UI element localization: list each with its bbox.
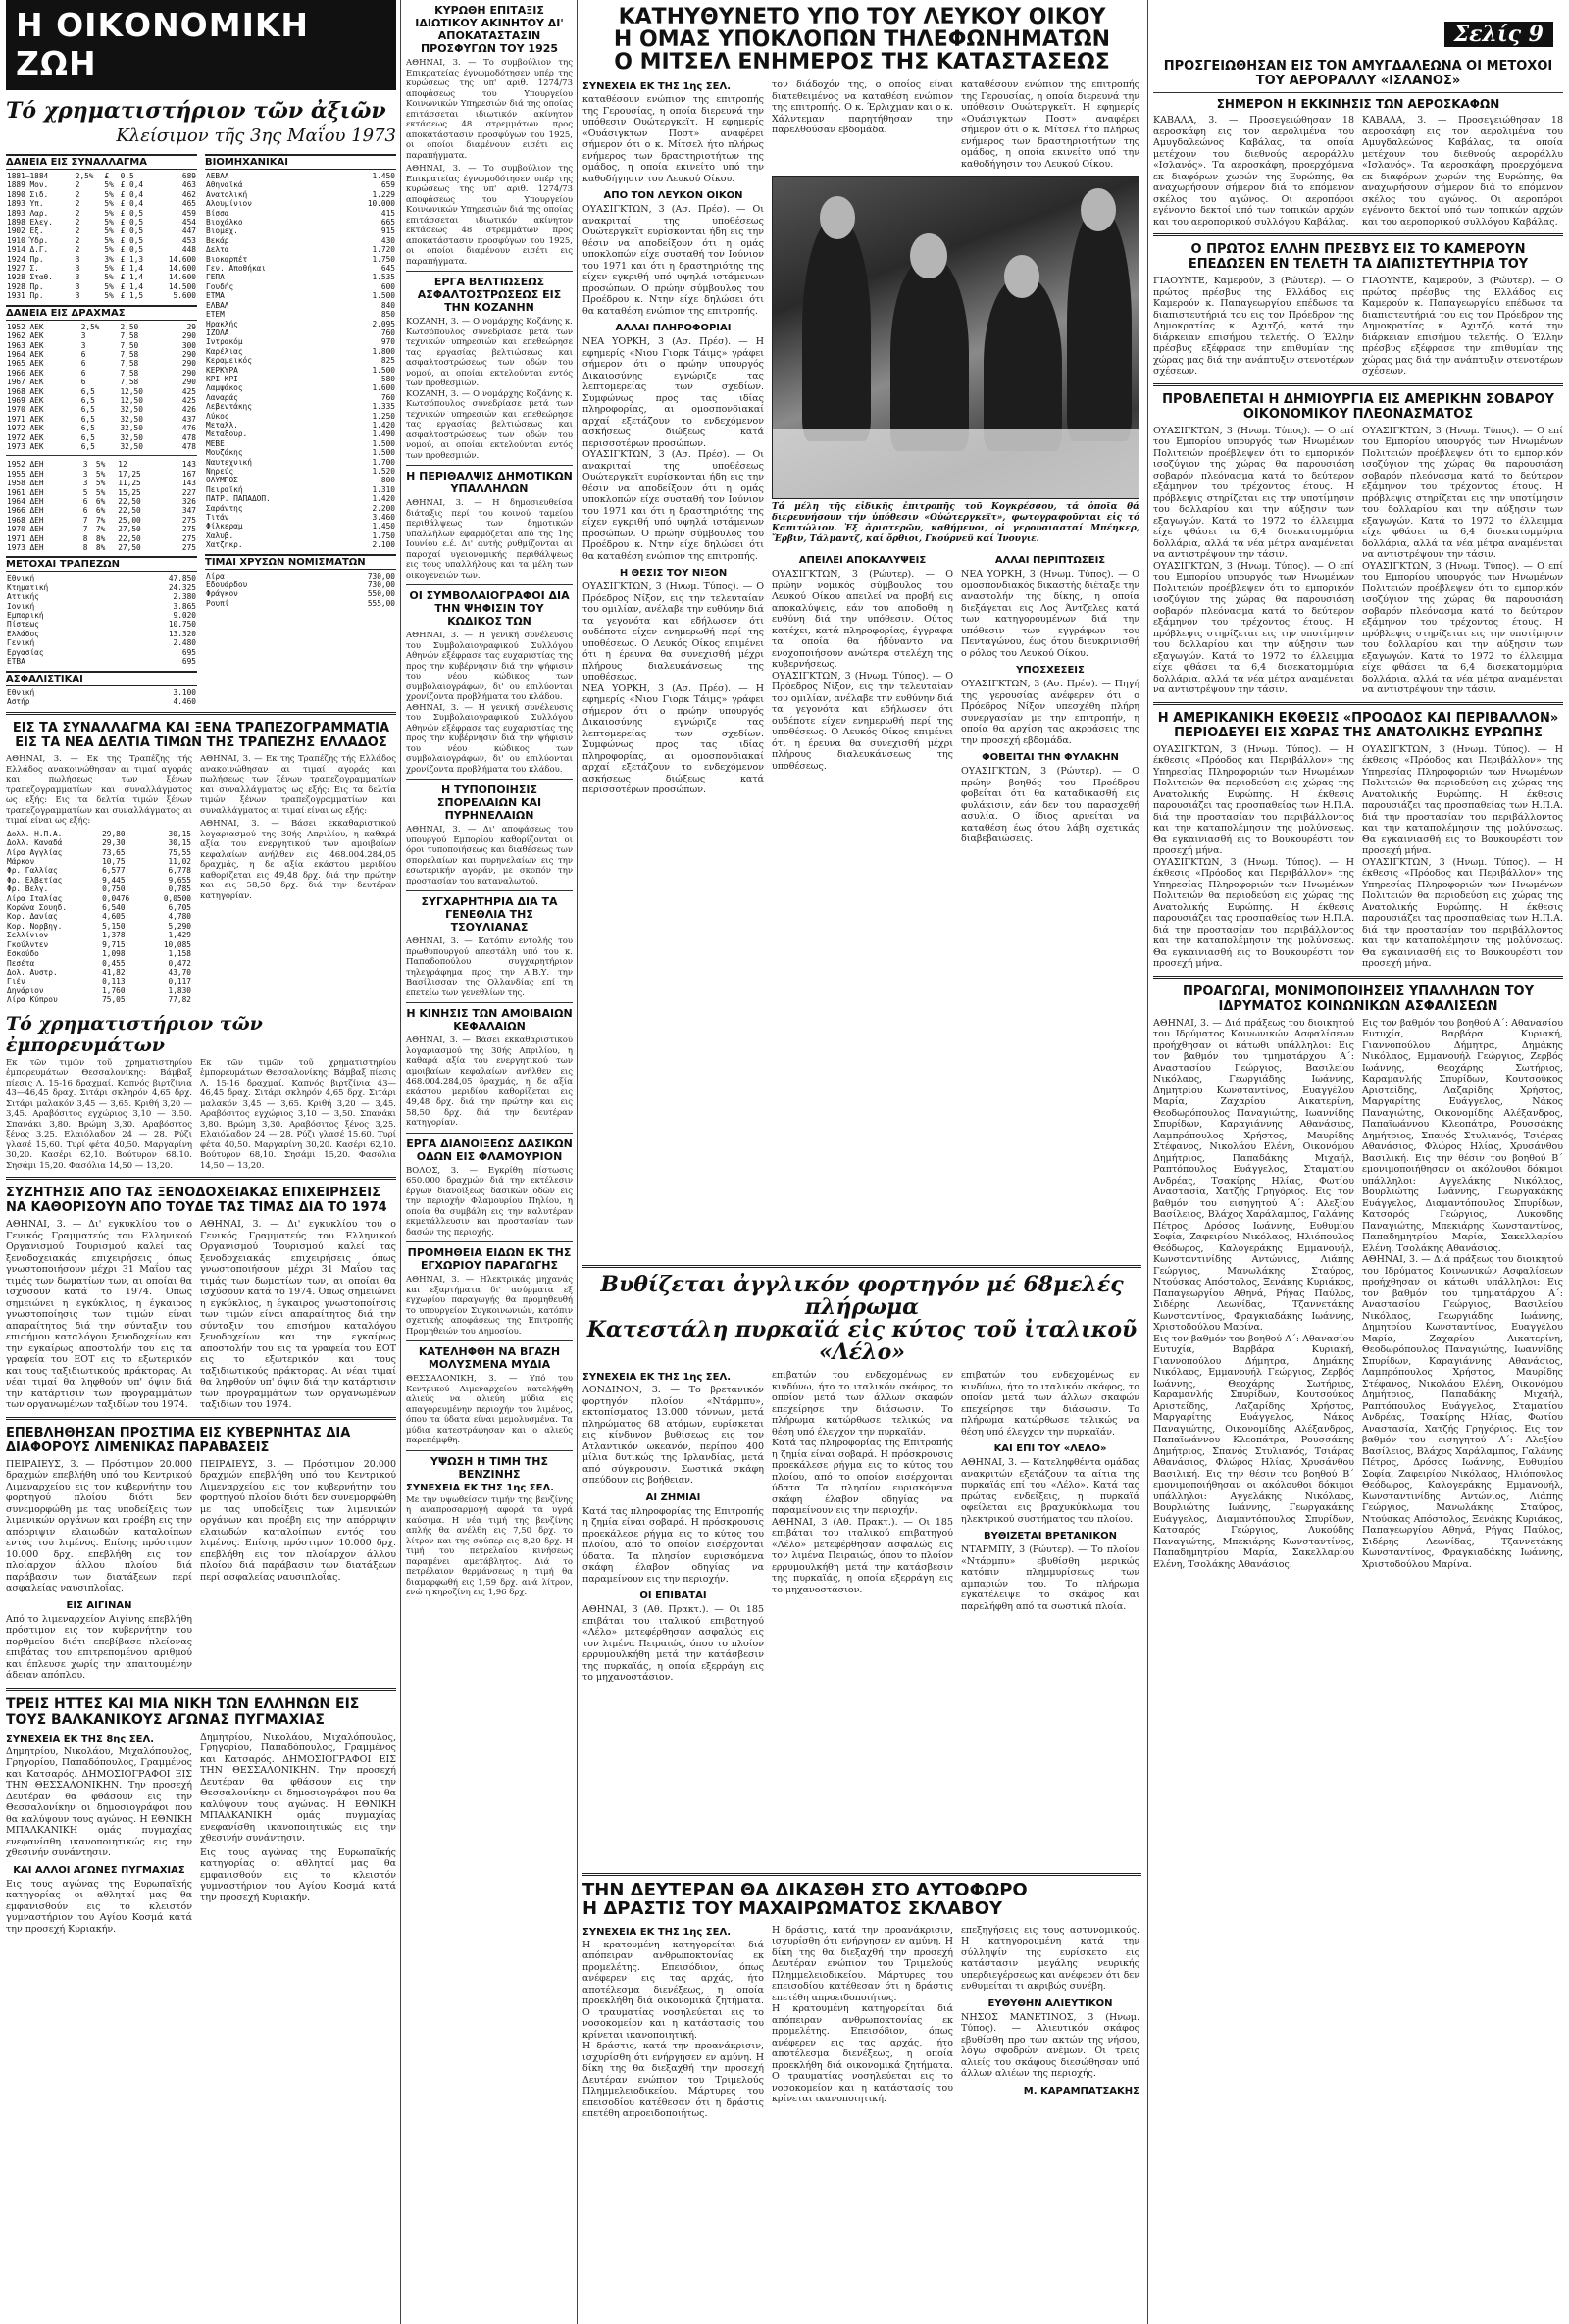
surplus-text-1b: ΟΥΑΣΙΓΚΤΩΝ, 3 (Ηνωμ. Τύπος). — Ο επί του Εμπορίου υπουργός των Ηνωμένων Πολιτειών προέβλεψεν ότι το εμπορικόν ισοζύγιον της χώρας θα παρουσιάση σοβαρόν πλεόνασμα κατά το δεύτερον εξάμηνον του τρέχοντος έτους. Η πρόβλεψις στηρίζεται εις την υποτίμησιν του δολλαρίου και την αύξησιν των εξαγωγών. Κατά το 1972 το έλλειμμα είχε φθάσει τα 6,4 δισεκατομμύρια δολλάρια, αλλά τα νέα μέτρα αναμένεται να αντιστρέψουν την τάσιν.: [1153, 560, 1354, 695]
municipal-care-text: ΑΘΗΝΑΙ, 3. — Η δημοσιευθείσα διάταξις περί του κοινού ταμείου περιθάλψεως των δημοτικών υπαλλήλων εφαρμόζεται από της 1ης Ιουνίου ε.έ. Δι' αυτής ρυθμίζονται αι παροχαί υγειονομικής περιθάλψεως εις τους υπαλλήλους και τα μέλη των οικογενειών των.: [406, 498, 573, 581]
kozani-roads-text-2: ΚΟΖΑΝΗ, 3. — Ο νομάρχης Κοζάνης κ. Κωτσόπουλος συνεδρίασε μετά των τεχνικών υπηρεσιών και επεθεώρησε τας εργασίας βελτιώσεως και ασφαλτοστρώσεως των οδών του νομού, αι οποίαι εκτελούνται εντός των προθεσμιών.: [406, 388, 573, 461]
bond-row: 1961 ΔΕΗ 5 5% 15,25 227: [7, 487, 196, 497]
bond-row: 1968 ΔΕΗ 7 7% 25,00 275: [7, 515, 196, 525]
bank-share-row: Εμπορική 9.020: [7, 611, 196, 621]
stabbing-text-2b: Η κρατουμένη κατηγορείται διά απόπειραν ανθρωποκτονίας εκ προμελέτης. Επεισόδιον, όπως ανέφερεν εις τας αρχάς, ήτο αποτέλεσμα διενέξεως, η οποία προεκλήθη διά οικονομικά ζητήματα. Ο τραυματίας νοσηλεύεται εις το νοσοκομείον και η κατάστασίς του κρίνεται ικανοποιητική.: [772, 2003, 953, 2105]
ika-promotions-text-2: Εις τον βαθμόν του βοηθού Α΄: Αθανασίου Ευτυχία, Βαρβάρα Κυριακή, Γιαννοπούλου Δήμητρα, Δημάκης Νικόλαος, Εμμανουήλ Γεώργιος, Ζερβός Ιωάννης, Θεοχάρης Σωτήριος, Καραμανλής Σπυρίδων, Κουτσούκος Αριστείδης, Λαζαρίδης Χρήστος, Μαργαρίτης Ευάγγελος, Νάκος Παναγιώτης, Οικονομίδης Αλέξανδρος, Παπαϊωάννου Κλεοπάτρα, Ρουσσάκης Δημήτριος, Σπανός Στυλιανός, Τσιάρας Αθανάσιος, Φλώρος Ηλίας, Χρυσάνθου Βασιλική. Εις την θέσιν του βοηθού Β΄ εμονιμοποιήθησαν οι ακόλουθοι δόκιμοι υπάλληλοι: Αγγελάκης Νικόλαος, Βουρλιώτης Ιωάννης, Γεωργακάκης Ευάγγελος, Διαμαντόπουλος Σπυρίδων, Κατσαρός Γεώργιος, Λυκούδης Παναγιώτης, Μπεκιάρης Κωνσταντίνος, Παπαδημητρίου Μαρία, Σακελλαρίου Ελένη, Τσολάκης Αθανάσιος.: [1362, 1017, 1563, 1254]
bank-share-row: Πίστεως 10.750: [7, 620, 196, 630]
loan-row: 1890 Σιδ. 2 5% £ 0,4 462: [7, 189, 196, 199]
watergate-text-5: τον διάδοχόν της, ο οποίος είναι διατεθειμένος να καταθέση ενώπιον της επιτροπής. Ο κ. Έρλιχμαν και ο κ. Χάλντεμαν παρητήθησαν την παρελθούσαν εβδομάδα.: [772, 79, 953, 136]
industrial-share-row: ΓΕΠΑ 1.535: [206, 273, 395, 282]
quote-tables-area: [6, 150, 396, 706]
stabbing-text-1b: Η δράστις, κατά την προανάκρισιν, ισχυρίσθη ότι ενήργησεν εν αμύνη. Η δίκη της θα διεξαχθή την προσεχή Δευτέραν ενώπιον του Τριμελούς Πλημμελειοδικείου. Μάρτυρες του επεισοδίου κατέθεσαν ότι η δράστις επετέθη απροειδοποιήτως.: [582, 2041, 764, 2120]
requisition-headline: ΚΥΡΩΘΗ ΕΠΙΤΑΞΙΣ ΙΔΙΩΤΙΚΟΥ ΑΚΙΝΗΤΟΥ ΔΙ' ΑΠΟΚΑΤΑΣΤΑΣΙΝ ΠΡΟΣΦΥΓΩΝ ΤΟΥ 1925: [415, 4, 564, 55]
column-right: [1153, 0, 1563, 2324]
petrol-price-text: Με την υψωθείσαν τιμήν της βενζίνης η αναπροσαρμογή αφορά τα υγρά καύσιμα. Η νέα τιμή της βενζίνης απλής θα ανέλθη εις 7,50 δρχ. το λίτρον και της σούπερ εις 8,20 δρχ. Η τιμή του πετρελαίου κινήσεως παραμένει αμετάβλητος. Διά το πετρέλαιον θερμάνσεως η τιμή θα διαμορφωθή εις 1,59 δρχ. ανά λίτρον, ενώ η κηροζίνη εις 1,96 δρχ.: [406, 1494, 573, 1597]
fx-rate-row: Λίρα Κύπρου 75,05 77,82: [7, 995, 191, 1005]
ship-text-4: επιβατών του ενδεχομένως εν κινδύνω, ήτο το ιταλικόν σκάφος, το οποίον μετά των άλλων σκαφών επεχείρησε την διάσωσιν. Το πλήρωμα κατώρθωσε τελικώς να θέση υπό έλεγχον την πυρκαϊάν.: [772, 1370, 953, 1438]
stabbing-headline-1: ΤΗΝ ΔΕΥΤΕΡΑΝ ΘΑ ΔΙΚΑΣΘΗ ΣΤΟ ΑΥΤΟΦΩΡΟ: [582, 1880, 1028, 1900]
committee-photo: [772, 176, 1139, 499]
loan-row: 1893 Υπ. 2 5% £ 0,4 465: [7, 199, 196, 209]
page-number-badge: Σελίς 9: [1444, 22, 1553, 47]
stabbing-text-4: ΝΗΣΟΣ ΜΑΝΕΤΙΝΟΣ, 3 (Ηνωμ. Τύπος). — Αλιευτικόν σκάφος εβυθίσθη προ των ακτών της νήσου, λόγω σφοδρών ανέμων. Οι τρεις αλιείς του σκάφους διεσώθησαν υπό άλλων αλιέων της περιοχής.: [961, 2011, 1139, 2080]
watergate-text-4b: ΝΕΑ ΥΟΡΚΗ, 3 (Ασ. Πρέσ). — Η εφημερίς «Νιου Γιορκ Τάιμς» γράφει σήμερον ότι ο πρώην υπουργός Δικαιοσύνης εγνώριζε τας λεπτομερείας των σχεδίων. Συμφώνως προς τας ιδίας πληροφορίας, αι ομοσπονδιακαί αρχαί εξετάζουν το ενδεχόμενον ασκήσεως διώξεως κατά περισσοτέρων προσώπων.: [582, 682, 764, 796]
congratulations-text: ΑΘΗΝΑΙ, 3. — Κατόπιν εντολής του πρωθυπουργού απεστάλη υπό του κ. Παπαδοπούλου συγχαρητήριον τηλεγράφημα προς την Α.Β.Υ. την Βασίλισσαν της Ολλανδίας επί τη επετείω των γενεθλίων της.: [406, 936, 573, 998]
table-title-insurance: ΑΣΦΑΛΙΣΤΙΚΑΙ: [6, 671, 197, 686]
bank-shares-table: [6, 574, 197, 666]
boxing-text-3: Δημητρίου, Νικολάου, Μιχαλόπουλος, Γρηγορίου, Παπαδόπουλος, Γραμμένος και Κατσαρός. ΔΗΜΟΣΙΟΓΡΑΦΟΙ ΕΙΣ ΤΗΝ ΘΕΣΣΑΛΟΝΙΚΗΝ. Την προσεχή Δευτέραν θα φθάσουν εις την Θεσσαλονίκην οι δημοσιογράφοι που θα καλύψουν τους αγώνας. Η ΕΘΝΙΚΗ ΜΠΑΛΚΑΝΙΚΗ ομάς πυγμαχίας ενεφανίσθη ικανοποιητικώς εις την χθεσινήν συνάντησιν.: [200, 1731, 396, 1844]
loan-row: 1962 ΑΕΚ 3 7,58 290: [7, 331, 196, 341]
watergate-text-3b: ΟΥΑΣΙΓΚΤΩΝ, 3 (Ασ. Πρέσ). — Οι ανακριταί της υποθέσεως Ουώτεργκεϊτ ευρίσκονται ήδη εις την θέσιν να αποδείξουν ότι η ομάς υποκλοπών είχε συσταθή τον Ιούνιον του 1971 και ότι η δραστηριότης της είχεν εγκριθή υπό υψηλά ιστάμενων προσώπων. Ο πρώην σύμβουλος του Προέδρου κ. Ντην είχε δηλώσει ότι θα καταθέση ενώπιον της επιτροπής.: [582, 449, 764, 562]
ika-promotions-text-1b: Εις τον βαθμόν του βοηθού Α΄: Αθανασίου Ευτυχία, Βαρβάρα Κυριακή, Γιαννοπούλου Δήμητρα, Δημάκης Νικόλαος, Εμμανουήλ Γεώργιος, Ζερβός Ιωάννης, Θεοχάρης Σωτήριος, Καραμανλής Σπυρίδων, Κουτσούκος Αριστείδης, Λαζαρίδης Χρήστος, Μαργαρίτης Ευάγγελος, Νάκος Παναγιώτης, Οικονομίδης Αλέξανδρος, Παπαϊωάννου Κλεοπάτρα, Ρουσσάκης Δημήτριος, Σπανός Στυλιανός, Τσιάρας Αθανάσιος, Φλώρος Ηλίας, Χρυσάνθου Βασιλική. Εις την θέσιν του βοηθού Β΄ εμονιμοποιήθησαν οι ακόλουθοι δόκιμοι υπάλληλοι: Αγγελάκης Νικόλαος, Βουρλιώτης Ιωάννης, Γεωργακάκης Ευάγγελος, Διαμαντόπουλος Σπυρίδων, Κατσαρός Γεώργιος, Λυκούδης Παναγιώτης, Μπεκιάρης Κωνσταντίνος, Παπαδημητρίου Μαρία, Σακελλαρίου Ελένη, Τσολάκης Αθανάσιος.: [1153, 1333, 1354, 1570]
commodity-text-2: Εκ τῶν τιμῶν τοῦ χρηματιστηρίου ἐμπορευμάτων Θεσσαλονίκης: Βάμβαξ πίεσις Λ. 15-16 δραχμαί. Καπνός βιρτζίνια 43—46,45 δραχ. Σιτάρι σκληρόν 4,65 δρχ. Σιτάρι μαλακόν 3,45 — 3,65. Κριθή 3,20 — 3,45. Αραβόσιτος εγχώριος 3,10 — 3,50. Σπανάκι 3,80. Βρώμη 3,30. Αραβόσιτος ξένος 3,25. Ελαιόλαδον 24 — 28. Ρύζι γλασέ 15,60. Τυρί φέτα 40,50. Μαργαρίνη 30,20. Κασέρι 62,10. Βούτυρον 68,10. Σησάμι 15,20. Φασόλια 14,50 — 13,20.: [200, 1057, 396, 1171]
industrial-share-row: Νηρεύς 1.520: [206, 467, 395, 476]
industrial-share-row: Ηρακλής 2.095: [206, 319, 395, 328]
airrally-subheadline: ΣΗΜΕΡΟΝ Η ΕΚΚΙΝΗΣΙΣ ΤΩΝ ΑΕΡΟΣΚΑΦΩΝ: [1216, 97, 1500, 111]
ship-text-4b: Κατά τας πληροφορίας της Επιτροπής η ζημία είναι σοβαρά. Η πρόσκρουσις προεκάλεσε ρήγμα εις το κύτος του πλοίου, από το οποίον εισέρχονται ύδατα. Τα πλησίον ευρισκόμενα σκάφη έλαβον οδηγίας να παραμείνουν εις την περιοχήν.: [772, 1438, 953, 1517]
watergate-text-5b: καταθέσουν ενώπιον της επιτροπής της Γερουσίας, η οποία διερευνά την υπόθεσιν Ουώτεργκεϊτ. Η εφημερίς «Ουάσιγκτων Ποστ» αναφέρει σήμερον ότι ο κ. Μίτσελ ήτο πλήρως ενήμερος των δραστηριοτήτων της ομάδος, η οποία εκινείτο υπό την καθοδήγησιν του Λευκού Οίκου.: [961, 79, 1139, 170]
loan-row: 1968 ΑΕΚ 6,5 12,50 425: [7, 386, 196, 396]
ship-subhead-2: ΟΙ ΕΠΙΒΑΤΑΙ: [639, 1591, 707, 1602]
kozani-roads-headline: ΕΡΓΑ ΒΕΛΤΙΩΣΕΩΣ ΑΣΦΑΛΤΟΣΤΡΩΣΕΩΣ ΕΙΣ ΤΗΝ ΚΟΖΑΝΗΝ: [417, 276, 562, 314]
table-title-loans-drachma: ΔΑΝΕΙΑ ΕΙΣ ΔΡΑΧΜΑΣ: [6, 305, 197, 321]
fx-rate-row: Δολλ. Η.Π.Α. 29,80 30,15: [7, 829, 191, 838]
stabbing-subhead-1: ΕΥΘΥΘΗΝ ΑΛΙΕΥΤΙΚΟΝ: [987, 1997, 1113, 2009]
boxing-text: Δημητρίου, Νικολάου, Μιχαλόπουλος, Γρηγορίου, Παπαδόπουλος, Γραμμένος και Κατσαρός. ΔΗΜΟΣΙΟΓΡΑΦΟΙ ΕΙΣ ΤΗΝ ΘΕΣΣΑΛΟΝΙΚΗΝ. Την προσεχή Δευτέραν θα φθάσουν εις την Θεσσαλονίκην οι δημοσιογράφοι που θα καλύψουν τους αγώνας. Η ΕΘΝΙΚΗ ΜΠΑΛΚΑΝΙΚΗ ομάς πυγμαχίας ενεφανίσθη ικανοποιητικώς εις την χθεσινήν συνάντησιν.: [6, 1745, 192, 1859]
bank-share-row: Εργασίας 695: [7, 647, 196, 657]
ika-promotions-headline: ΠΡΟΑΓΩΓΑΙ, ΜΟΝΙΜΟΠΟΙΗΣΕΙΣ ΥΠΑΛΛΗΛΩΝ ΤΟΥ ΙΔΡΥΜΑΤΟΣ ΚΟΙΝΩΝΙΚΩΝ ΑΣΦΑΛΙΣΕΩΝ: [1182, 984, 1535, 1014]
airrally-headline: ΠΡΟΣΓΕΙΩΘΗΣΑΝ ΕΙΣ ΤΟΝ ΑΜΥΓΔΑΛΕΩΝΑ ΟΙ ΜΕΤΟΧΟΙ ΤΟΥ ΑΕΡΟΡΑΛΛΥ «ΙΣΛΑΝΟΣ»: [1163, 59, 1553, 88]
loan-row: 1898 Ελεγ. 2 5% £ 0,5 454: [7, 218, 196, 227]
bank-share-row: ΕΤΒΑ 695: [7, 657, 196, 667]
congratulations-headline: ΣΥΓΧΑΡΗΤΗΡΙΑ ΔΙΑ ΤΑ ΓΕΝΕΘΛΙΑ ΤΗΣ ΤΣΟΥΛΙΑΝΑΣ: [421, 895, 558, 934]
boxing-subhead: ΚΑΙ ΑΛΛΟΙ ΑΓΩΝΕΣ ΠΥΓΜΑΧΙΑΣ: [13, 1864, 185, 1876]
bank-share-row: Ελλάδος 13.320: [7, 629, 196, 638]
industrial-share-row: ΕΤΕΜ 850: [206, 310, 395, 320]
fx-rate-row: Φρ. Ελβετίας 9,445 9,655: [7, 875, 191, 884]
ship-subhead-4: ΒΥΘΙΖΕΤΑΙ ΒΡΕΤΑΝΙΚΟΝ: [984, 1531, 1117, 1542]
loan-row: 1893 Λαρ. 2 5% £ 0,5 459: [7, 208, 196, 218]
bank-share-row: Ιονική 3.865: [7, 601, 196, 611]
industrial-share-row: Δελτα 1.720: [206, 245, 395, 255]
loans-fx-table: [6, 172, 197, 301]
industrial-share-row: Βιοχάλκο 665: [206, 218, 395, 227]
petrol-price-headline: ΥΨΩΣΗ Η ΤΙΜΗ ΤΗΣ ΒΕΝΖΙΝΗΣ: [430, 1454, 549, 1481]
watergate-text-1: καταθέσουν ενώπιον της επιτροπής της Γερουσίας, η οποία διερευνά την υπόθεσιν Ουώτεργκεϊτ. Η εφημερίς «Ουάσιγκτων Ποστ» αναφέρει σήμερον ότι ο κ. Μίτσελ ήτο πλήρως ενήμερος των δραστηριοτήτων της ομάδος, η οποία εκινείτο υπό την καθοδήγησιν του Λευκού Οίκου.: [582, 94, 764, 184]
bond-row: 1970 ΔΕΗ 7 7% 27,50 275: [7, 525, 196, 534]
industrial-share-row: ΚΕΡΚΥΡΑ 1.500: [206, 365, 395, 375]
watergate-text-6b: ΟΥΑΣΙΓΚΤΩΝ, 3 (Ηνωμ. Τύπος). — Ο Πρόεδρος Νίξον, εις την τελευταίαν του ομιλίαν, ανέλαβε την ευθύνην διά τα γεγονότα και εδήλωσεν ότι ουδέποτε είχεν ενημερωθή περί της υποθέσεως. Ο Λευκός Οίκος επιμένει ότι η έρευνα θα συνεχισθή μέχρι πλήρους διαλευκάνσεως της υποθέσεως.: [772, 670, 953, 772]
industrial-share-row: Σαράντης 2.200: [206, 503, 395, 513]
fx-rate-row: Δολλ. Καναδά 29,30 30,15: [7, 838, 191, 848]
industrial-share-row: Ανατολική 1.229: [206, 189, 395, 199]
industrial-share-row: ΕΤΜΑ 1.500: [206, 291, 395, 301]
fx-rate-row: Μάρκον 10,75 11,02: [7, 857, 191, 867]
loan-row: 1970 ΑΕΚ 6,5 32,50 426: [7, 405, 196, 415]
ship-subhead-3: ΚΑΙ ΕΠΙ ΤΟΥ «ΛΕΛΟ»: [993, 1443, 1107, 1455]
industrial-share-row: Βεκάρ 430: [206, 235, 395, 245]
table-title-loans-fx: ΔΑΝΕΙΑ ΕΙΣ ΣΥΝΑΛΛΑΓΜΑ: [6, 154, 197, 170]
watergate-subhead-2: ΑΛΛΑΙ ΠΛΗΡΟΦΟΡΙΑΙ: [615, 323, 732, 334]
ika-promotions-text-2b: ΑΘΗΝΑΙ, 3. — Διά πράξεως του διοικητού του Ιδρύματος Κοινωνικών Ασφαλίσεων προήχθησαν οι κάτωθι υπάλληλοι: Εις τον βαθμόν του τμηματάρχου Α΄: Αναστασίου Γεώργιος, Βασιλείου Νικόλαος, Γεωργιάδης Ιωάννης, Δημητρίου Κωνσταντίνος, Ευαγγέλου Μαρία, Ζαχαρίου Αικατερίνη, Θεοδωρόπουλος Παναγιώτης, Ιωαννίδης Σπυρίδων, Καραγιάννης Αθανάσιος, Λαμπρόπουλος Χρήστος, Μαυρίδης Στέφανος, Νικολάου Ελένη, Οικονόμου Δημήτριος, Παπαδάκης Μιχαήλ, Ραπτόπουλος Ευάγγελος, Σταματίου Ανδρέας, Τσακίρης Ηλίας, Φωτίου Αναστασία, Χατζής Γρηγόριος. Εις τον βαθμόν του εισηγητού Α΄: Αλεξίου Βασίλειος, Βλάχος Χαράλαμπος, Γαλάνης Πέτρος, Δρόσος Ιωάννης, Ευθυμίου Σοφία, Ζαφειρίου Νικόλαος, Ηλιόπουλος Θεόδωρος, Καλογεράκης Εμμανουήλ, Κωνσταντινίδης Αντώνιος, Λιάπης Γεώργιος, Μανωλάκης Σταύρος, Ντούσκας Απόστολος, Ξενάκης Κυριάκος, Παπαγεωργίου Αθηνά, Ρήγας Παύλος, Σιδέρης Λεωνίδας, Τζαννετάκης Κωνσταντίνος, Φραγκιαδάκης Ιωάννης, Χριστοδούλου Μαρίνα.: [1362, 1254, 1563, 1570]
industrial-share-row: Πειραϊκή 1.310: [206, 484, 395, 494]
ambassador-text: ΓΙΑΟΥΝΤΕ, Καμερούν, 3 (Ρώυτερ). — Ο πρώτος πρέσβυς της Ελλάδος εις Καμερούν κ. Παπαγεωργίου επέδωσε τα διαπιστευτήριά του εις τον Πρόεδρον της Δημοκρατίας κ. Αχιτζό, κατά την διάρκειαν επισήμου τελετής. Ο Έλλην πρέσβυς εξέφρασε την επιθυμίαν της χώρας μας διά την ανάπτυξιν στενοτέρων σχέσεων.: [1153, 276, 1354, 377]
ship-story: [582, 1265, 1141, 1873]
surplus-text-2b: ΟΥΑΣΙΓΚΤΩΝ, 3 (Ηνωμ. Τύπος). — Ο επί του Εμπορίου υπουργός των Ηνωμένων Πολιτειών προέβλεψεν ότι το εμπορικόν ισοζύγιον της χώρας θα παρουσιάση σοβαρόν πλεόνασμα κατά το δεύτερον εξάμηνον του τρέχοντος έτους. Η πρόβλεψις στηρίζεται εις την υποτίμησιν του δολλαρίου και την αύξησιν των εξαγωγών. Κατά το 1972 το έλλειμμα είχε φθάσει τα 6,4 δισεκατομμύρια δολλάρια, αλλά τα νέα μέτρα αναμένεται να αντιστρέψουν την τάσιν.: [1362, 560, 1563, 695]
loan-row: 1928 Σταθ. 3 5% £ 1,4 14.600: [7, 273, 196, 282]
watergate-subhead-5: ΑΛΛΑΙ ΠΕΡΙΠΤΩΣΕΙΣ: [994, 555, 1106, 567]
industrial-share-row: Βίσσα 415: [206, 208, 395, 218]
industrial-share-row: Κεραμεικός 825: [206, 356, 395, 366]
watergate-text-8: ΟΥΑΣΙΓΚΤΩΝ, 3 (Ασ. Πρέσ). — Πηγή της γερουσίας ανέφερεν ότι ο Πρόεδρος Νίξον υπεσχέθη πλήρη συνεργασίαν με την επιτροπήν, η οποία θα αρχίση τας ακροάσεις της την προσεχή εβδομάδα.: [961, 679, 1139, 746]
industrial-share-row: Τιτάν 3.460: [206, 513, 395, 523]
stabbing-text-3: επεξηγήσεις εις τους αστυνομικούς. Η κατηγορουμένη κατά την σύλληψίν της ευρίσκετο εις κατάστασιν μεγάλης νευρικής υπερδιεγέρσεως και ανέφερεν ότι δεν ενθυμείται τι ακριβώς συνέβη.: [961, 1924, 1139, 1993]
hotel-prices-text: ΑΘΗΝΑΙ, 3. — Δι' εγκυκλίου του ο Γενικός Γραμματεύς του Ελληνικού Οργανισμού Τουρισμού καλεί τας ξενοδοχειακάς επιχειρήσεις όπως γνωστοποιήσουν μέχρι 31 Μαΐου τας τιμάς των δωματίων των, αι οποίαι θα ισχύσουν κατά το 1974. Όπως σημειώνει η εγκύκλιος, η έγκαιρος γνωστοποίησις των τιμών είναι απαραίτητος διά την σύνταξιν του επισήμου καταλόγου ξενοδοχείων και την εγκαίρως αποστολήν του εις τα γραφεία του ΕΟΤ εις το εξωτερικόν και τους ταξιδιωτικούς πράκτορας. Αι νέαι τιμαί θα ληφθούν υπ' όψιν διά την κατάρτισιν των προγραμμάτων των οργανωμένων ταξιδίων του 1974.: [6, 1219, 192, 1411]
column-watergate: [582, 0, 1141, 1265]
fines-subhead: ΕΙΣ ΑΙΓΙΝΑΝ: [66, 1599, 132, 1611]
industrial-share-row: ΜΕΒΕ 1.500: [206, 438, 395, 448]
airrally-text-2: ΚΑΒΑΛΑ, 3. — Προσεγειώθησαν 18 αεροσκάφη εις τον αερολιμένα του Αμυγδαλεώνος Καβάλας, τα οποία μετέχουν του διεθνούς αεροράλλυ «Ισλανός». Τα αεροσκάφη, προερχόμενα εκ διαφόρων χωρών της Ευρώπης, θα αναχωρήσουν σήμερον διά το επόμενον σκέλος του αγώνος. Οι αεροπόροι εγένοντο δεκτοί υπό των τοπικών αρχών και του αεροπορικού συλλόγου Καβάλας.: [1362, 115, 1563, 227]
bond-row: 1964 ΔΕΗ 6 6% 22,50 326: [7, 497, 196, 506]
bank-share-row: Αττικής 2.380: [7, 592, 196, 602]
boxing-text-2: Εις τους αγώνας της Ευρωπαϊκής κατηγορίας οι αθληταί μας θα εμφανισθούν εις το κλειστόν γυμναστήριον του Αγίου Κοσμά κατά την προσεχή Κυριακήν.: [6, 1878, 192, 1935]
industrial-share-row: Λεβεντάκης 1.335: [206, 402, 395, 412]
loan-row: 1967 ΑΕΚ 6 7,58 290: [7, 378, 196, 387]
table-title-gold: ΤΙΜΑΙ ΧΡΥΣΩΝ ΝΟΜΙΣΜΑΤΩΝ: [205, 554, 396, 570]
loan-row: 1931 Πρ. 3 5% £ 1,5 5.600: [7, 291, 196, 301]
ambassador-headline: Ο ΠΡΩΤΟΣ ΕΛΛΗΝ ΠΡΕΣΒΥΣ ΕΙΣ ΤΟ ΚΑΜΕΡΟΥΝ ΕΠΕΔΩΣΕΝ ΕΝ ΤΕΛΕΤΗ ΤΑ ΔΙΑΠΙΣΤΕΥΤΗΡΙΑ ΤΟΥ: [1188, 242, 1529, 272]
fx-notes-headline: ΕΙΣ ΤΑ ΣΥΝΑΛΛΑΓΜΑ ΚΑΙ ΞΕΝΑ ΤΡΑΠΕΖΟΓΡΑΜΜΑΤΙΑ ΕΙΣ ΤΑ ΝΕΑ ΔΕΛΤΙΑ ΤΙΜΩΝ ΤΗΣ ΤΡΑΠΕΖΗΣ ΕΛΛΑΔΟΣ: [12, 721, 390, 751]
municipal-care-headline: Η ΠΕΡΙΘΑΛΨΙΣ ΔΗΜΟΤΙΚΩΝ ΥΠΑΛΛΗΛΩΝ: [406, 470, 573, 495]
ship-text-3: ΑΘΗΝΑΙ, 3 (Αθ. Πρακτ.). — Οι 185 επιβάται του ιταλικού επιβατηγού «Λέλο» μετεφέρθησαν ασφαλώς εις τον λιμένα Πειραιώς, όπου το πλοίον ερρυμουλκήθη μετά την κατάσβεσιν της πυρκαϊάς, η οποία εξερράγη εις το μηχανοστάσιον.: [582, 1604, 764, 1684]
fines-text-2: Από το λιμεναρχείον Αιγίνης επεβλήθη πρόστιμον εις τον κυβερνήτην του πορθμείου διότι επεβίβασε πλείονας επιβάτας του επιτρεπομένου αριθμού και έπλευσε χωρίς την απαιτουμένην άδειαν απόπλου.: [6, 1613, 192, 1682]
loan-row: 1889 Μον. 2 5% £ 0,4 463: [7, 180, 196, 190]
kozani-roads-text: ΚΟΖΑΝΗ, 3. — Ο νομάρχης Κοζάνης κ. Κωτσόπουλος συνεδρίασε μετά των τεχνικών υπηρεσιών και επεθεώρησε τας εργασίας βελτιώσεως και ασφαλτοστρώσεως των οδών του νομού, αι οποίαι εκτελούνται εντός των προθεσμιών.: [406, 317, 573, 388]
fx-rate-row: Δολ. Αυστρ. 41,82 43,70: [7, 967, 191, 977]
stabbing-text-2: Η δράστις, κατά την προανάκρισιν, ισχυρίσθη ότι ενήργησεν εν αμύνη. Η δίκη της θα διεξαχθή την προσεχή Δευτέραν ενώπιον του Τριμελούς Πλημμελειοδικείου. Μάρτυρες του επεισοδίου κατέθεσαν ότι η δράστις επετέθη απροειδοποιήτως.: [772, 1924, 953, 2003]
bond-row: 1958 ΔΕΗ 3 5% 11,25 143: [7, 479, 196, 488]
procurement-text: ΑΘΗΝΑΙ, 3. — Ηλεκτρικάς μηχανάς και εξαρτήματα δι' ασύρματα εξ εγχωρίου παραγωγής θα προμηθευθή το υπουργείον Συγκοινωνιών, κατόπιν σχετικής αποφάσεως της Επιτροπής Προμηθειών του Δημοσίου.: [406, 1275, 573, 1337]
stabbing-continuation: ΣΥΝΕΧΕΙΑ ΕΚ ΤΗΣ 1ης ΣΕΛ.: [582, 1926, 732, 1938]
industrial-share-row: ΕΛΒΑΛ 840: [206, 300, 395, 310]
fx-rate-row: Εσκούδο 1,098 1,158: [7, 949, 191, 959]
forest-roads-text: ΒΟΛΟΣ, 3. — Εγκρίθη πίστωσις 650.000 δραχμών διά την εκτέλεσιν έργων διανοίξεως δασικών οδών εις την περιοχήν Φλαμουρίου Πηλίου, η οποία θα συμβάλη εις την καλυτέραν εκμετάλλευσιν και προστασίαν των δασών της περιοχής.: [406, 1165, 573, 1238]
stock-exchange-date: Κλείσιμον τῆς 3ης Μαΐου 1973: [116, 126, 396, 146]
table-title-industrial: ΒΙΟΜΗΧΑΝΙΚΑΙ: [205, 154, 396, 170]
fx-notes-text-2: ΑΘΗΝΑΙ, 3. — Εκ της Τραπέζης τής Ελλάδος ανακοινώθησαν αι τιμαί αγοράς και πωλήσεως των ξένων τραπεζογραμματίων και συναλλάγματος ως εξής: Εις τα δελτία τιμών ξένων τραπεζογραμματίων και συναλλάγματος αι τιμαί είναι ως εξής:: [200, 754, 396, 816]
dei-bonds-table: [6, 460, 197, 552]
industrial-share-row: Μεταξουρ. 1.490: [206, 429, 395, 439]
requisition-text: ΑΘΗΝΑΙ, 3. — Το συμβούλιον της Επικρατείας έγνωμοδότησεν υπέρ της κυρώσεως της υπ' αριθ. 1274/73 αποφάσεως του Υπουργείου Κοινωνικών Υπηρεσιών διά της οποίας επιτάσσεται ιδιωτικόν ακίνητον εκτάσεως 48 στρεμμάτων προς αποκατάστασιν προσφύγων του 1925, οι οποίοι διαμένουν εισέτι εις παραπήγματα.: [406, 58, 573, 161]
insurance-row: Αστήρ 4.460: [7, 696, 196, 706]
industrial-share-row: ΚΡΙ ΚΡΙ 580: [206, 374, 395, 383]
loan-row: 1952 ΑΕΚ 2,5% 2,50 29: [7, 322, 196, 331]
seed-oils-text: ΑΘΗΝΑΙ, 3. — Δι' αποφάσεως του υπουργού Εμπορίου καθορίζονται οι όροι τυποποιήσεως και διαθέσεως των σπορελαίων και πυρηνελαίων εις την εσωτερικήν αγοράν, με σκοπόν την προστασίαν του καταναλωτού.: [406, 825, 573, 886]
industrial-share-row: Φίλκεραμ 1.450: [206, 522, 395, 531]
stock-exchange-title: Τό χρηματιστήριον τῶν ἀξιῶν: [6, 98, 386, 124]
watergate-text-9: ΟΥΑΣΙΓΚΤΩΝ, 3 (Ρώυτερ). — Ο πρώην βοηθός του Προέδρου φοβείται ότι θα καταδικασθή εις φυλάκισιν, εάν δεν του παρασχεθή ασυλία. Ο ίδιος αρνείται να καταθέση έως ότου λάβη σχετικάς διαβεβαιώσεις.: [961, 766, 1139, 845]
boxing-continuation: ΣΥΝΕΧΕΙΑ ΕΚ ΤΗΣ 8ης ΣΕΛ.: [6, 1733, 155, 1744]
gold-coin-row: Εδουάρδου 730,00: [206, 581, 395, 590]
watergate-text-7: ΝΕΑ ΥΟΡΚΗ, 3 (Ηνωμ. Τύπος). — Ο ομοσπονδιακός δικαστής διέταξε την αναστολήν της δίκης, η οποία διεξάγεται εις Λος Άντζελες κατά των κατηγορουμένων διά την υπόθεσιν των εγγράφων του Πενταγώνου, έως ότου διευκρινισθή ο ρόλος του Λευκού Οίκου.: [961, 569, 1139, 659]
ship-text-5a: επιβατών του ενδεχομένως εν κινδύνω, ήτο το ιταλικόν σκάφος, το οποίον μετά των άλλων σκαφών επεχείρησε την διάσωσιν. Το πλήρωμα κατώρθωσε τελικώς να θέση υπό έλεγχον την πυρκαϊάν.: [961, 1370, 1139, 1438]
insurance-table: [6, 688, 197, 707]
stabbing-headline-2: Η ΔΡΑΣΤΙΣ ΤΟΥ ΜΑΧΑΙΡΩΜΑΤΟΣ ΣΚΛΑΒΟΥ: [582, 1897, 1003, 1919]
watergate-subhead-4: ΑΠΕΙΛΕΙ ΑΠΟΚΑΛΥΨΕΙΣ: [798, 555, 927, 567]
loan-row: 1910 Ύδρ. 2 5% £ 0,5 453: [7, 235, 196, 245]
mussels-text: ΘΕΣΣΑΛΟΝΙΚΗ, 3. — Υπό του Κεντρικού Λιμεναρχείου κατελήφθη αλιεύς να αλιεύη μύδια εις απαγορευμένην περιοχήν του λιμένος, όπου τα ύδατα είναι μεμολυσμένα. Τα μύδια κατεστράφησαν και ο αλιεύς παρεπέμφθη.: [406, 1374, 573, 1445]
ship-text-1: ΛΟΝΔΙΝΟΝ, 3. — Το βρετανικόν φορτηγόν πλοίον «Ντάρμπυ», εκτοπίσματος 13.000 τόννων, μετά πληρώματος 68 ατόμων, ευρίσκεται εις κίνδυνον βυθίσεως εις τον Ατλαντικόν ωκεανόν, περίπου 400 μίλια δυτικώς της Ιρλανδίας, μετά από σύγκρουσιν. Σωστικά σκάφη σπεύδουν εις βοήθειαν.: [582, 1385, 764, 1487]
fx-rate-row: Κορώνα Σουηδ. 6,540 6,705: [7, 903, 191, 913]
quote-col-right: [205, 150, 396, 706]
fx-rate-row: Φρ. Βελγ. 0,750 0,785: [7, 884, 191, 894]
column-market-data: [6, 0, 396, 2324]
industrial-share-row: Λαναράς 760: [206, 392, 395, 402]
industrial-share-row: Βιομεχ. 915: [206, 227, 395, 236]
fx-rate-row: Φρ. Γαλλίας 6,577 6,778: [7, 866, 191, 876]
commodity-exchange-title: Τό χρηματιστήριον τῶν ἐμπορευμάτων: [6, 1012, 263, 1056]
loan-row: 1963 ΑΕΚ 3 7,50 300: [7, 340, 196, 350]
surplus-text: ΟΥΑΣΙΓΚΤΩΝ, 3 (Ηνωμ. Τύπος). — Ο επί του Εμπορίου υπουργός των Ηνωμένων Πολιτειών προέβλεψεν ότι το εμπορικόν ισοζύγιον της χώρας θα παρουσιάση σοβαρόν πλεόνασμα κατά το δεύτερον εξάμηνον του τρέχοντος έτους. Η πρόβλεψις στηρίζεται εις την υποτίμησιν του δολλαρίου και την αύξησιν των εξαγωγών. Κατά το 1972 το έλλειμμα είχε φθάσει τα 6,4 δισεκατομμύρια δολλάρια, αλλά τα νέα μέτρα αναμένεται να αντιστρέψουν την τάσιν.: [1153, 425, 1354, 560]
loan-row: 1971 ΑΕΚ 6,5 32,50 437: [7, 414, 196, 424]
fines-text-3: ΠΕΙΡΑΙΕΥΣ, 3. — Πρόστιμον 20.000 δραχμών επεβλήθη υπό του Κεντρικού Λιμεναρχείου εις τον κυβερνήτην του φορτηγού πλοίου διότι δεν συνεμορφώθη με τας υποδείξεις των λιμενικών οργάνων και προέβη εις την απόρριψιν ελαιωδών καταλοίπων εντός του λιμένος. Επίσης πρόστιμον 10.000 δρχ. επεβλήθη εις τον πλοίαρχον άλλου πλοίου διά παράβασιν των διατάξεων περί ασφαλείας ναυσιπλοΐας.: [200, 1458, 396, 1583]
gold-coins-table: [205, 572, 396, 609]
loan-row: 1902 Εξ. 2 5% £ 0,5 447: [7, 227, 196, 236]
fx-notes-text-3: ΑΘΗΝΑΙ, 3. — Βάσει εκκαθαριστικού λογαριασμού της 30ής Απριλίου, η καθαρά αξία του ενεργητικού των αμοιβαίων κεφαλαίων ανήλθεν εις 468.004.284,05 δραχμάς, η δε αξία εκάστου μεριδίου καθορίζεται εις 49,48 δρχ. διά την πρώτην και εις 58,50 δρχ. διά την δευτέραν κατηγορίαν.: [200, 819, 396, 901]
bond-row: 1966 ΔΕΗ 6 6% 22,50 347: [7, 506, 196, 516]
watergate-text-2: ΟΥΑΣΙΓΚΤΩΝ, 3 (Ασ. Πρέσ). — Οι ανακριταί της υποθέσεως Ουώτεργκεϊτ ευρίσκονται ήδη εις την θέσιν να αποδείξουν ότι η ομάς υποκλοπών είχε συσταθή τον Ιούνιον του 1971 και ότι η δραστηριότης της είχεν εγκριθή υπό υψηλά ιστάμενων προσώπων. Ο πρώην σύμβουλος του Προέδρου κ. Ντην είχε δηλώσει ότι θα καταθέση ενώπιον της επιτροπής.: [582, 204, 764, 317]
watergate-headline-1: ΚΑΤΗΥΘΥΝΕΤΟ ΥΠΟ ΤΟΥ ΛΕΥΚΟΥ ΟΙΚΟΥ: [618, 5, 1106, 29]
table-title-bank-shares: ΜΕΤΟΧΑΙ ΤΡΑΠΕΖΩΝ: [6, 556, 197, 572]
hotel-prices-headline: ΣΥΖΗΤΗΣΙΣ ΑΠΟ ΤΑΣ ΞΕΝΟΔΟΧΕΙΑΚΑΣ ΕΠΙΧΕΙΡΗΣΕΙΣ ΝΑ ΚΑΘΟΡΙΣΟΥΝ ΑΠΟ ΤΟΥΔΕ ΤΑΣ ΤΙΜΑΣ ΔΙΑ ΤΟ 1974: [6, 1186, 387, 1216]
column-short-news: [406, 0, 573, 2324]
bond-row: 1955 ΔΕΗ 3 5% 17,25 167: [7, 469, 196, 479]
industrial-share-row: Μεταλλ. 1.420: [206, 420, 395, 429]
gold-coin-row: Φράγκον 550,00: [206, 589, 395, 599]
watergate-subhead-1: ΑΠΟ ΤΟΝ ΛΕΥΚΟΝ ΟΙΚΟΝ: [603, 190, 743, 202]
fx-rate-row: Κορ. Νορβηγ. 5,150 5,290: [7, 921, 191, 931]
procurement-headline: ΠΡΟΜΗΘΕΙΑ ΕΙΔΩΝ ΕΚ ΤΗΣ ΕΓΧΩΡΙΟΥ ΠΑΡΑΓΩΓΗΣ: [407, 1246, 572, 1272]
fx-rate-row: Γιέν 0,113 0,117: [7, 977, 191, 986]
loan-row: 1972 ΑΕΚ 6,5 32,50 478: [7, 432, 196, 442]
industrial-share-row: Μουζάκης 1.500: [206, 448, 395, 458]
exhibition-text-2: ΟΥΑΣΙΓΚΤΩΝ, 3 (Ηνωμ. Τύπος). — Η έκθεσις «Πρόοδος και Περιβάλλον» της Υπηρεσίας Πληροφοριών των Ηνωμένων Πολιτειών θα περιοδεύση εις χώρας της Ανατολικής Ευρώπης. Η έκθεσις παρουσιάζει τας προσπαθείας των Η.Π.Α. διά την προστασίαν του περιβάλλοντος και την καταπολέμησιν της μολύνσεως. Θα εγκαινιασθή εις το Βουκουρέστι τον προσεχή μήνα.: [1362, 743, 1563, 856]
committee-photo-caption: Τά μέλη τῆς εἰδικῆς ἐπιτροπῆς τοῦ Κογκρέσσου, τά ὁποῖα θά διερευνήσουν τήν ὑπόθεσιν «Οὐώτεργκεϊτ», φωτογραφοῦνται εἰς τό Καπιτώλιον. Ἐξ ἀριστερῶν, καθήμενοι, οἱ γερουσιασταί Μπέηκερ, Ἔρβιν, Τάλμαντζ, καί ὄρθιοι, Γκούρνεϋ καί Ἰνουγιε.: [772, 502, 1139, 545]
quote-col-left: [6, 150, 197, 706]
bond-row: 1952 ΔΕΗ 3 5% 12 143: [7, 460, 196, 470]
ship-headline-1: Βυθίζεται ἀγγλικόν φορτηγόν μέ 68μελές πλήρωμα: [600, 1272, 1124, 1321]
ship-text-4c: ΑΘΗΝΑΙ, 3 (Αθ. Πρακτ.). — Οι 185 επιβάται του ιταλικού επιβατηγού «Λέλο» μετεφέρθησαν ασφαλώς εις τον λιμένα Πειραιώς, όπου το πλοίον ερρυμουλκήθη μετά την κατάσβεσιν της πυρκαϊάς, η οποία εξερράγη εις το μηχανοστάσιον.: [772, 1516, 953, 1595]
bank-share-row: Εθνική 47.850: [7, 574, 196, 583]
ship-headline-2: Κατεστάλη πυρκαϊά εἰς κύτος τοῦ ἰταλικοῦ «Λέλο»: [586, 1317, 1138, 1366]
industrial-share-row: Λύκος 1.250: [206, 411, 395, 421]
watergate-text-4: ΟΥΑΣΙΓΚΤΩΝ, 3 (Ηνωμ. Τύπος). — Ο Πρόεδρος Νίξον, εις την τελευταίαν του ομιλίαν, ανέλαβε την ευθύνην διά τα γεγονότα και εδήλωσεν ότι ουδέποτε είχεν ενημερωθή περί της υποθέσεως. Ο Λευκός Οίκος επιμένει ότι η έρευνα θα συνεχισθή μέχρι πλήρους διαλευκάνσεως της υποθέσεως.: [582, 581, 764, 683]
fx-notes-text: ΑΘΗΝΑΙ, 3. — Εκ της Τραπέζης τής Ελλάδος ανακοινώθησαν αι τιμαί αγοράς και πωλήσεως των ξένων τραπεζογραμματίων και συναλλάγματος ως εξής: Εις τα δελτία τιμών ξένων τραπεζογραμματίων και συναλλάγματος αι τιμαί είναι ως εξής:: [6, 754, 192, 827]
industrial-share-row: ΑΕΒΑΛ 1.450: [206, 172, 395, 180]
loan-row: 1928 Πρ. 3 5% £ 1,4 14.500: [7, 281, 196, 291]
ship-continuation: ΣΥΝΕΧΕΙΑ ΕΚ ΤΗΣ 1ης ΣΕΛ.: [582, 1372, 732, 1384]
boxing-text-4: Εις τους αγώνας της Ευρωπαϊκής κατηγορίας οι αθληταί μας θα εμφανισθούν εις το κλειστόν γυμναστήριον του Αγίου Κοσμά κατά την προσεχή Κυριακήν.: [200, 1846, 396, 1903]
ambassador-text-2: ΓΙΑΟΥΝΤΕ, Καμερούν, 3 (Ρώυτερ). — Ο πρώτος πρέσβυς της Ελλάδος εις Καμερούν κ. Παπαγεωργίου επέδωσε τα διαπιστευτήριά του εις τον Πρόεδρον της Δημοκρατίας κ. Αχιτζό, κατά την διάρκειαν επισήμου τελετής. Ο Έλλην πρέσβυς εξέφρασε την επιθυμίαν της χώρας μας διά την ανάπτυξιν στενοτέρων σχέσεων.: [1362, 276, 1563, 377]
industrial-share-row: Χαλυβ. 1.750: [206, 530, 395, 540]
insurance-row: Εθνική 3.100: [7, 687, 196, 697]
bond-row: 1971 ΔΕΗ 8 8% 22,50 275: [7, 533, 196, 543]
fx-rate-row: Λίρα Αγγλίας 73,65 75,55: [7, 847, 191, 857]
industrial-share-row: Γουδής 600: [206, 281, 395, 291]
stabbing-author: Μ. ΚΑΡΑΜΠΑΤΣΑΚΗΣ: [1023, 2085, 1139, 2097]
industrial-share-row: Αλουμίνιον 10.000: [206, 199, 395, 209]
ika-promotions-text: ΑΘΗΝΑΙ, 3. — Διά πράξεως του διοικητού του Ιδρύματος Κοινωνικών Ασφαλίσεων προήχθησαν οι κάτωθι υπάλληλοι: Εις τον βαθμόν του τμηματάρχου Α΄: Αναστασίου Γεώργιος, Βασιλείου Νικόλαος, Γεωργιάδης Ιωάννης, Δημητρίου Κωνσταντίνος, Ευαγγέλου Μαρία, Ζαχαρίου Αικατερίνη, Θεοδωρόπουλος Παναγιώτης, Ιωαννίδης Σπυρίδων, Καραγιάννης Αθανάσιος, Λαμπρόπουλος Χρήστος, Μαυρίδης Στέφανος, Νικολάου Ελένη, Οικονόμου Δημήτριος, Παπαδάκης Μιχαήλ, Ραπτόπουλος Ευάγγελος, Σταματίου Ανδρέας, Τσακίρης Ηλίας, Φωτίου Αναστασία, Χατζής Γρηγόριος. Εις τον βαθμόν του εισηγητού Α΄: Αλεξίου Βασίλειος, Βλάχος Χαράλαμπος, Γαλάνης Πέτρος, Δρόσος Ιωάννης, Ευθυμίου Σοφία, Ζαφειρίου Νικόλαος, Ηλιόπουλος Θεόδωρος, Καλογεράκης Εμμανουήλ, Κωνσταντινίδης Αντώνιος, Λιάπης Γεώργιος, Μανωλάκης Σταύρος, Ντούσκας Απόστολος, Ξενάκης Κυριάκος, Παπαγεωργίου Αθηνά, Ρήγας Παύλος, Σιδέρης Λεωνίδας, Τζαννετάκης Κωνσταντίνος, Φραγκιαδάκης Ιωάννης, Χριστοδούλου Μαρίνα.: [1153, 1017, 1354, 1333]
exhibition-text-1b: ΟΥΑΣΙΓΚΤΩΝ, 3 (Ηνωμ. Τύπος). — Η έκθεσις «Πρόοδος και Περιβάλλον» της Υπηρεσίας Πληροφοριών των Ηνωμένων Πολιτειών θα περιοδεύση εις χώρας της Ανατολικής Ευρώπης. Η έκθεσις παρουσιάζει τας προσπαθείας των Η.Π.Α. διά την προστασίαν του περιβάλλοντος και την καταπολέμησιν της μολύνσεως. Θα εγκαινιασθή εις το Βουκουρέστι τον προσεχή μήνα.: [1153, 856, 1354, 969]
forest-roads-headline: ΕΡΓΑ ΔΙΑΝΟΙΞΕΩΣ ΔΑΣΙΚΩΝ ΟΔΩΝ ΕΙΣ ΦΛΑΜΟΥΡΙΟΝ: [406, 1137, 573, 1163]
hotel-prices-text-2: ΑΘΗΝΑΙ, 3. — Δι' εγκυκλίου του ο Γενικός Γραμματεύς του Ελληνικού Οργανισμού Τουρισμού καλεί τας ξενοδοχειακάς επιχειρήσεις όπως γνωστοποιήσουν μέχρι 31 Μαΐου τας τιμάς των δωματίων των, αι οποίαι θα ισχύσουν κατά το 1974. Όπως σημειώνει η εγκύκλιος, η έγκαιρος γνωστοποίησις των τιμών είναι απαραίτητος διά την σύνταξιν του επισήμου καταλόγου ξενοδοχείων και την εγκαίρως αποστολήν του εις τα γραφεία του ΕΟΤ εις το εξωτερικόν και τους ταξιδιωτικούς πράκτορας. Αι νέαι τιμαί θα ληφθούν υπ' όψιν διά την κατάρτισιν των προγραμμάτων των οργανωμένων ταξιδίων του 1974.: [200, 1219, 396, 1411]
mutual-funds-headline: Η ΚΙΝΗΣΙΣ ΤΩΝ ΑΜΟΙΒΑΙΩΝ ΚΕΦΑΛΑΙΩΝ: [406, 1007, 573, 1033]
fx-rate-row: Σελλίνιον 1,378 1,429: [7, 931, 191, 940]
watergate-subhead-3: Η ΘΕΣΙΣ ΤΟΥ ΝΙΞΟΝ: [619, 568, 728, 580]
mutual-funds-text: ΑΘΗΝΑΙ, 3. — Βάσει εκκαθαριστικού λογαριασμού της 30ής Απριλίου, η καθαρά αξία του ενεργητικού των αμοιβαίων κεφαλαίων ανήλθεν εις 468.004.284,05 δραχμάς, η δε αξία εκάστου μεριδίου καθορίζεται εις 49,48 δρχ. διά την πρώτην και εις 58,50 δρχ. διά την δευτέραν κατηγορίαν.: [406, 1036, 573, 1128]
notaries-headline: ΟΙ ΣΥΜΒΟΛΑΙΟΓΡΑΦΟΙ ΔΙΑ ΤΗΝ ΨΗΦΙΣΙΝ ΤΟΥ ΚΩΔΙΚΟΣ ΤΩΝ: [409, 589, 570, 628]
industrial-share-row: ΟΛΥΜΠΟΣ 800: [206, 476, 395, 485]
loan-row: 1881—1884 2,5% £ 0,5 689: [7, 172, 196, 180]
exhibition-text-2b: ΟΥΑΣΙΓΚΤΩΝ, 3 (Ηνωμ. Τύπος). — Η έκθεσις «Πρόοδος και Περιβάλλον» της Υπηρεσίας Πληροφοριών των Ηνωμένων Πολιτειών θα περιοδεύση εις χώρας της Ανατολικής Ευρώπης. Η έκθεσις παρουσιάζει τας προσπαθείας των Η.Π.Α. διά την προστασίαν του περιβάλλοντος και την καταπολέμησιν της μολύνσεως. Θα εγκαινιασθή εις το Βουκουρέστι τον προσεχή μήνα.: [1362, 856, 1563, 969]
petrol-price-continuation: ΣΥΝΕΧΕΙΑ ΕΚ ΤΗΣ 1ης ΣΕΛ.: [406, 1482, 555, 1493]
fines-headline: ΕΠΕΒΛΗΘΗΣΑΝ ΠΡΟΣΤΙΜΑ ΕΙΣ ΚΥΒΕΡΝΗΤΑΣ ΔΙΑ ΔΙΑΦΟΡΟΥΣ ΛΙΜΕΝΙΚΑΣ ΠΑΡΑΒΑΣΕΙΣ: [6, 1425, 351, 1455]
industrial-share-row: ΙΖΟΛΑ 760: [206, 328, 395, 337]
industrial-shares-table: [205, 172, 396, 550]
industrial-share-row: Ναυτεχνική 1.700: [206, 457, 395, 467]
ship-subhead-1: ΑΙ ΖΗΜΙΑΙ: [645, 1491, 701, 1503]
fx-rate-row: Λίρα Ιταλίας 0,0476 0,0500: [7, 893, 191, 903]
industrial-share-row: ΠΑΤΡ. ΠΑΠΑΔΟΠ. 1.420: [206, 494, 395, 504]
loan-row: 1969 ΑΕΚ 6,5 12,50 425: [7, 395, 196, 405]
boxing-headline: ΤΡΕΙΣ ΗΤΤΕΣ ΚΑΙ ΜΙΑ ΝΙΚΗ ΤΩΝ ΕΛΛΗΝΩΝ ΕΙΣ ΤΟΥΣ ΒΑΛΚΑΝΙΚΟΥΣ ΑΓΩΝΑΣ ΠΥΓΜΑΧΙΑΣ: [6, 1695, 360, 1728]
exhibition-text: ΟΥΑΣΙΓΚΤΩΝ, 3 (Ηνωμ. Τύπος). — Η έκθεσις «Πρόοδος και Περιβάλλον» της Υπηρεσίας Πληροφοριών των Ηνωμένων Πολιτειών θα περιοδεύση εις χώρας της Ανατολικής Ευρώπης. Η έκθεσις παρουσιάζει τας προσπαθείας των Η.Π.Α. διά την προστασίαν του περιβάλλοντος και την καταπολέμησιν της μολύνσεως. Θα εγκαινιασθή εις το Βουκουρέστι τον προσεχή μήνα.: [1153, 743, 1354, 856]
watergate-headline-2: Η ΟΜΑΣ ΥΠΟΚΛΟΠΩΝ ΤΗΛΕΦΩΝΗΜΑΤΩΝ: [613, 27, 1111, 53]
fines-text: ΠΕΙΡΑΙΕΥΣ, 3. — Πρόστιμον 20.000 δραχμών επεβλήθη υπό του Κεντρικού Λιμεναρχείου εις τον κυβερνήτην του φορτηγού πλοίου διότι δεν συνεμορφώθη με τας υποδείξεις των λιμενικών οργάνων και προέβη εις την απόρριψιν ελαιωδών καταλοίπων εντός του λιμένος. Επίσης πρόστιμον 10.000 δρχ. επεβλήθη εις τον πλοίαρχον άλλου πλοίου διά παράβασιν των διατάξεων περί ασφαλείας ναυσιπλοΐας.: [6, 1458, 192, 1594]
seed-oils-headline: Η ΤΥΠΟΠΟΙΗΣΙΣ ΣΠΟΡΕΛΑΙΩΝ ΚΑΙ ΠΥΡΗΝΕΛΑΙΩΝ: [436, 783, 542, 822]
ship-text-6: ΝΤΑΡΜΠΥ, 3 (Ρώυτερ). — Το πλοίον «Ντάρμπυ» εβυθίσθη μερικώς κατόπιν πλημμυρίσεως των αμπαριών του. Το πλήρωμα εγκατέλειψε το σκάφος και παρελήφθη από τα σωστικά πλοία.: [961, 1544, 1139, 1612]
industrial-share-row: Αθηναϊκά 659: [206, 180, 395, 190]
industrial-share-row: Ιντρακόμ 970: [206, 337, 395, 347]
industrial-share-row: Λαμψάκος 1.600: [206, 383, 395, 393]
watergate-continuation: ΣΥΝΕΧΕΙΑ ΕΚ ΤΗΣ 1ης ΣΕΛ.: [582, 81, 732, 93]
loan-row: 1965 ΑΕΚ 6 7,58 290: [7, 359, 196, 369]
loan-row: 1973 ΑΕΚ 6,5 32,50 478: [7, 441, 196, 451]
airrally-text: ΚΑΒΑΛΑ, 3. — Προσεγειώθησαν 18 αεροσκάφη εις τον αερολιμένα του Αμυγδαλεώνος Καβάλας, τα οποία μετέχουν του διεθνούς αεροράλλυ «Ισλανός». Τα αεροσκάφη, προερχόμενα εκ διαφόρων χωρών της Ευρώπης, θα αναχωρήσουν σήμερον διά το επόμενον σκέλος του αγώνος. Οι αεροπόροι εγένοντο δεκτοί υπό των τοπικών αρχών και του αεροπορικού συλλόγου Καβάλας.: [1153, 115, 1354, 227]
surplus-text-2: ΟΥΑΣΙΓΚΤΩΝ, 3 (Ηνωμ. Τύπος). — Ο επί του Εμπορίου υπουργός των Ηνωμένων Πολιτειών προέβλεψεν ότι το εμπορικόν ισοζύγιον της χώρας θα παρουσιάση σοβαρόν πλεόνασμα κατά το δεύτερον εξάμηνον του τρέχοντος έτους. Η πρόβλεψις στηρίζεται εις την υποτίμησιν του δολλαρίου και την αύξησιν των εξαγωγών. Κατά το 1972 το έλλειμμα είχε φθάσει τα 6,4 δισεκατομμύρια δολλάρια, αλλά τα νέα μέτρα αναμένεται να αντιστρέψουν την τάσιν.: [1362, 425, 1563, 560]
gold-coin-row: Λίρα 730,00: [206, 571, 395, 581]
watergate-text-3: ΝΕΑ ΥΟΡΚΗ, 3 (Ασ. Πρέσ). — Η εφημερίς «Νιου Γιορκ Τάιμς» γράφει σήμερον ότι ο πρώην υπουργός Δικαιοσύνης εγνώριζε τας λεπτομερείας των σχεδίων. Συμφώνως προς τας ιδίας πληροφορίας, αι ομοσπονδιακαί αρχαί εξετάζουν το ενδεχόμενον ασκήσεως διώξεως κατά περισσοτέρων προσώπων.: [582, 336, 764, 449]
industrial-share-row: Καρέλιας 1.800: [206, 346, 395, 356]
ship-text-5: ΑΘΗΝΑΙ, 3. — Κατεληφθέντα ομάδας ανακριτών εξετάζουν τα αίτια της πυρκαϊάς επί του «Λέλο». Κατά τας πρώτας ενδείξεις, η πυρκαϊά οφείλεται εις βραχυκύκλωμα του ηλεκτρικού συστήματος του πλοίου.: [961, 1457, 1139, 1525]
bond-row: 1973 ΔΕΗ 8 8% 27,50 275: [7, 543, 196, 553]
stabbing-story: [582, 1873, 1141, 2324]
industrial-share-row: Γεν. Αποθήκαι 645: [206, 264, 395, 274]
watergate-headline-3: Ο ΜΙΤΣΕΛ ΕΝΗΜΕΡΟΣ ΤΗΣ ΚΑΤΑΣΤΑΣΕΩΣ: [614, 50, 1110, 76]
loan-row: 1972 ΑΕΚ 6,5 32,50 476: [7, 424, 196, 433]
fx-rate-row: Δηνάριον 1,760 1,830: [7, 985, 191, 995]
industrial-share-row: Βιοκαρπέτ 1.750: [206, 254, 395, 264]
loan-row: 1966 ΑΕΚ 6 7,58 290: [7, 368, 196, 378]
fx-rate-row: Γκούλντεν 9,715 10,085: [7, 939, 191, 949]
ship-text-2: Κατά τας πληροφορίας της Επιτροπής η ζημία είναι σοβαρά. Η πρόσκρουσις προεκάλεσε ρήγμα εις το κύτος του πλοίου, από το οποίον εισέρχονται ύδατα. Τα πλησίον ευρισκόμενα σκάφη έλαβον οδηγίας να παραμείνουν εις την περιοχήν.: [582, 1505, 764, 1585]
loans-drachma-table: [6, 323, 197, 452]
requisition-text-2: ΑΘΗΝΑΙ, 3. — Το συμβούλιον της Επικρατείας έγνωμοδότησεν υπέρ της κυρώσεως της υπ' αριθ. 1274/73 αποφάσεως του Υπουργείου Κοινωνικών Υπηρεσιών διά της οποίας επιτάσσεται ιδιωτικόν ακίνητον εκτάσεως 48 στρεμμάτων προς αποκατάστασιν προσφύγων του 1925, οι οποίοι διαμένουν εισέτι εις παραπήγματα.: [406, 164, 573, 267]
stabbing-text-1: Η κρατουμένη κατηγορείται διά απόπειραν ανθρωποκτονίας εκ προμελέτης. Επεισόδιον, όπως ανέφερεν εις τας αρχάς, ήτο αποτέλεσμα διενέξεως, η οποία προεκλήθη διά οικονομικά ζητήματα. Ο τραυματίας νοσηλεύεται εις το νοσοκομείον και η κατάστασίς του κρίνεται ικανοποιητική.: [582, 1939, 764, 2041]
bank-share-row: Κτηματική 24.325: [7, 582, 196, 592]
watergate-subhead-7: ΦΟΒΕΙΤΑΙ ΤΗΝ ΦΥΛΑΚΗΝ: [982, 752, 1119, 764]
watergate-subhead-6: ΥΠΟΣΧΕΣΕΙΣ: [1016, 665, 1085, 677]
fx-rate-row: Κορ. Δανίας 4,605 4,780: [7, 912, 191, 922]
loan-row: 1927 Σ. 3 5% £ 1,4 14.600: [7, 264, 196, 274]
fx-rates-table: [6, 830, 192, 1005]
loan-row: 1964 ΑΕΚ 6 7,58 290: [7, 349, 196, 359]
industrial-share-row: Χατζηκρ. 2.100: [206, 540, 395, 550]
section-masthead: Η ΟΙΚΟΝΟΜΙΚΗ ΖΩΗ: [6, 0, 396, 90]
surplus-headline: ΠΡΟΒΛΕΠΕΤΑΙ Η ΔΗΜΙΟΥΡΓΙΑ ΕΙΣ ΑΜΕΡΙΚΗΝ ΣΟΒΑΡΟΥ ΟΙΚΟΝΟΜΙΚΟΥ ΠΛΕΟΝΑΣΜΑΤΟΣ: [1162, 391, 1554, 422]
notaries-text-2: ΑΘΗΝΑΙ, 3. — Η γενική συνέλευσις του Συμβολαιογραφικού Συλλόγου Αθηνών εξέφρασε τας ευχαριστίας της προς την κυβέρνησιν διά την ψήφισιν του νέου κώδικος των συμβολαιογράφων, δι' ου επιλύονται χρονίζοντα προβλήματα του κλάδου.: [406, 702, 573, 775]
exhibition-headline: Η ΑΜΕΡΙΚΑΝΙΚΗ ΕΚΘΕΣΙΣ «ΠΡΟΟΔΟΣ ΚΑΙ ΠΕΡΙΒΑΛΛΟΝ» ΠΕΡΙΟΔΕΥΕΙ ΕΙΣ ΧΩΡΑΣ ΤΗΣ ΑΝΑΤΟΛΙΚΗΣ ΕΥΡΩΠΗΣ: [1157, 710, 1559, 740]
loan-row: 1914 Δ.Γ. 2 5% £ 0,5 448: [7, 245, 196, 255]
fx-rate-row: Πεσέτα 0,455 0,472: [7, 958, 191, 968]
loan-row: 1924 Πρ. 3 3% £ 1,3 14.600: [7, 254, 196, 264]
watergate-text-6: ΟΥΑΣΙΓΚΤΩΝ, 3 (Ρώυτερ). — Ο πρώην νομικός σύμβουλος του Λευκού Οίκου απειλεί να προβή εις αποκαλύψεις, εάν του αποδοθή η ευθύνη διά την υπόθεσιν. Ούτος κατέχει, κατά πληροφορίας, έγγραφα τα οποία θα ήδύναντο να ενοχοποιήσουν ανώτερα στελέχη της κυβερνήσεως.: [772, 569, 953, 671]
gold-coin-row: Ρουπί 555,00: [206, 598, 395, 608]
mussels-headline: ΚΑΤΕΛΗΦΘΗ ΝΑ ΒΓΑΖΗ ΜΟΛΥΣΜΕΝΑ ΜΥΔΙΑ: [418, 1345, 561, 1371]
commodity-text: Εκ τῶν τιμῶν τοῦ χρηματιστηρίου ἐμπορευμάτων Θεσσαλονίκης: Βάμβαξ πίεσις Λ. 15-16 δραχμαί. Καπνός βιρτζίνια 43—46,45 δραχ. Σιτάρι σκληρόν 4,65 δρχ. Σιτάρι μαλακόν 3,45 — 3,65. Κριθή 3,20 — 3,45. Αραβόσιτος εγχώριος 3,10 — 3,50. Σπανάκι 3,80. Βρώμη 3,30. Αραβόσιτος ξένος 3,25. Ελαιόλαδον 24 — 28. Ρύζι γλασέ 15,60. Τυρί φέτα 40,50. Μαργαρίνη 30,20. Κασέρι 62,10. Βούτυρον 68,10. Σησάμι 15,20. Φασόλια 14,50 — 13,20.: [6, 1057, 192, 1171]
bank-share-row: Γενική 2.480: [7, 638, 196, 648]
notaries-text: ΑΘΗΝΑΙ, 3. — Η γενική συνέλευσις του Συμβολαιογραφικού Συλλόγου Αθηνών εξέφρασε τας ευχαριστίας της προς την κυβέρνησιν διά την ψήφισιν του νέου κώδικος των συμβολαιογράφων, δι' ου επιλύονται χρονίζοντα προβλήματα του κλάδου.: [406, 631, 573, 702]
